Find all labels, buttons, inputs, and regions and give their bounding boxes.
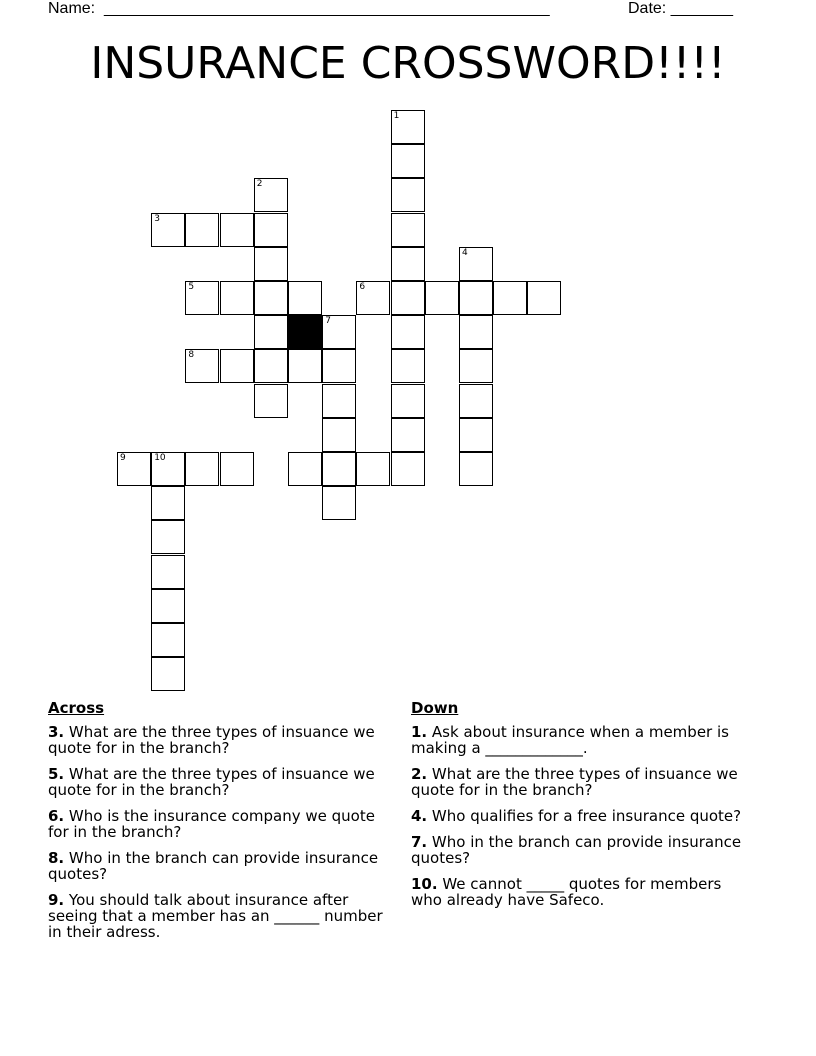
crossword-cell[interactable] — [391, 384, 425, 418]
clue-number: 5. — [48, 765, 65, 783]
crossword-cell[interactable] — [459, 247, 493, 281]
clue-text: You should talk about insurance after seeing that a member has an ______ number in their adress. — [48, 891, 383, 941]
clue-number: 1. — [411, 723, 428, 741]
clue-text: Who qualifies for a free insurance quote? — [431, 807, 742, 825]
cell-number: 7 — [325, 316, 331, 327]
crossword-cell[interactable] — [425, 281, 459, 315]
crossword-cell[interactable] — [493, 281, 527, 315]
across-heading: Across — [48, 699, 105, 717]
name-label: Name: — [48, 0, 96, 17]
cell-number: 2 — [256, 179, 263, 190]
crossword-cell[interactable] — [391, 247, 425, 281]
crossword-cell[interactable] — [391, 349, 425, 383]
cell-number: 10 — [154, 453, 166, 463]
clue-number: 8. — [48, 849, 65, 867]
crossword-cell[interactable] — [254, 315, 288, 349]
cell-number: 8 — [188, 350, 195, 361]
down-clue — [411, 724, 751, 756]
crossword-cell[interactable] — [391, 281, 425, 315]
clue-number: 3. — [48, 723, 65, 741]
down-clue — [411, 766, 751, 798]
crossword-cell[interactable] — [527, 281, 561, 315]
crossword-cell[interactable] — [391, 110, 425, 144]
clue-number: 9. — [48, 891, 65, 909]
crossword-cell[interactable] — [254, 178, 288, 212]
across-clue — [48, 850, 388, 882]
crossword-cell[interactable] — [254, 384, 288, 418]
crossword-cell[interactable] — [254, 213, 288, 247]
crossword-cell[interactable] — [185, 452, 219, 486]
crossword-cell[interactable] — [185, 213, 219, 247]
cell-number: 3 — [154, 213, 160, 224]
down-clues — [411, 700, 751, 918]
crossword-cell[interactable] — [288, 349, 322, 383]
crossword-cell[interactable] — [459, 452, 493, 486]
down-clue — [411, 876, 751, 908]
crossword-cell[interactable] — [391, 452, 425, 486]
cell-number: 6 — [359, 282, 366, 292]
crossword-cell[interactable] — [254, 281, 288, 315]
clue-number: 2. — [411, 765, 428, 783]
crossword-cell[interactable] — [220, 281, 254, 315]
crossword-cell[interactable] — [322, 315, 356, 349]
crossword-cell[interactable] — [151, 555, 185, 589]
header-row — [48, 0, 748, 22]
crossword-cell[interactable] — [117, 452, 151, 486]
clue-text: Who in the branch can provide insurance quotes? — [411, 833, 742, 867]
page-title: INSURANCE CROSSWORD!!!! — [90, 38, 726, 89]
crossword-cell[interactable] — [254, 247, 288, 281]
crossword-cell[interactable] — [322, 452, 356, 486]
crossword-cell[interactable] — [391, 213, 425, 247]
down-clue — [411, 808, 751, 824]
crossword-cell[interactable] — [185, 281, 219, 315]
crossword-cell[interactable] — [151, 589, 185, 623]
crossword-cell[interactable] — [288, 281, 322, 315]
crossword-cell[interactable] — [391, 315, 425, 349]
down-clue — [411, 834, 751, 866]
crossword-cell[interactable] — [459, 384, 493, 418]
crossword-cell[interactable] — [322, 349, 356, 383]
crossword-cell[interactable] — [391, 418, 425, 452]
crossword-cell[interactable] — [151, 486, 185, 520]
crossword-cell[interactable] — [151, 213, 185, 247]
crossword-cell[interactable] — [288, 452, 322, 486]
clue-text: Ask about insurance when a member is making a _____________. — [411, 723, 729, 757]
clue-number: 6. — [48, 807, 65, 825]
clue-number: 10. — [411, 875, 438, 893]
cell-number: 5 — [188, 282, 195, 292]
clue-text: Who in the branch can provide insurance quotes? — [48, 849, 379, 883]
clue-number: 4. — [411, 807, 428, 825]
crossword-cell[interactable] — [220, 213, 254, 247]
crossword-cell[interactable] — [254, 349, 288, 383]
crossword-cell[interactable] — [151, 452, 185, 486]
crossword-cell[interactable] — [185, 349, 219, 383]
crossword-cell[interactable] — [459, 315, 493, 349]
crossword-cell[interactable] — [151, 657, 185, 691]
clue-text: What are the three types of insuance we quote for in the branch? — [411, 765, 738, 799]
crossword-cell[interactable] — [391, 144, 425, 178]
crossword-cell[interactable] — [322, 384, 356, 418]
across-clue — [48, 892, 388, 940]
crossword-cell[interactable] — [356, 281, 390, 315]
clue-text: What are the three types of insuance we quote for in the branch? — [48, 765, 375, 799]
crossword-cell[interactable] — [322, 418, 356, 452]
cell-number: 9 — [120, 453, 126, 463]
across-clue — [48, 766, 388, 798]
crossword-cell[interactable] — [459, 349, 493, 383]
crossword-cell[interactable] — [220, 452, 254, 486]
crossword-cell[interactable] — [459, 281, 493, 315]
crossword-cell[interactable] — [322, 486, 356, 520]
cell-number: 1 — [393, 111, 400, 121]
crossword-cell[interactable] — [459, 418, 493, 452]
across-clue — [48, 724, 388, 756]
clue-text: We cannot _____ quotes for members who already have Safeco. — [411, 875, 722, 909]
across-clues — [48, 700, 388, 950]
across-clue — [48, 808, 388, 840]
black-cell — [288, 315, 322, 349]
name-blank[interactable]: _____________________________________________________ — [104, 0, 550, 17]
crossword-cell[interactable] — [356, 452, 390, 486]
crossword-cell[interactable] — [151, 520, 185, 554]
clue-number: 7. — [411, 833, 428, 851]
down-heading: Down — [411, 699, 459, 717]
crossword-cell[interactable] — [391, 178, 425, 212]
clue-text: Who is the insurance company we quote for in the branch? — [48, 807, 375, 841]
clue-text: What are the three types of insuance we quote for in the branch? — [48, 723, 375, 757]
crossword-cell[interactable] — [220, 349, 254, 383]
date-label[interactable]: Date: _______ — [628, 0, 733, 17]
cell-number: 4 — [462, 247, 468, 258]
crossword-cell[interactable] — [151, 623, 185, 657]
